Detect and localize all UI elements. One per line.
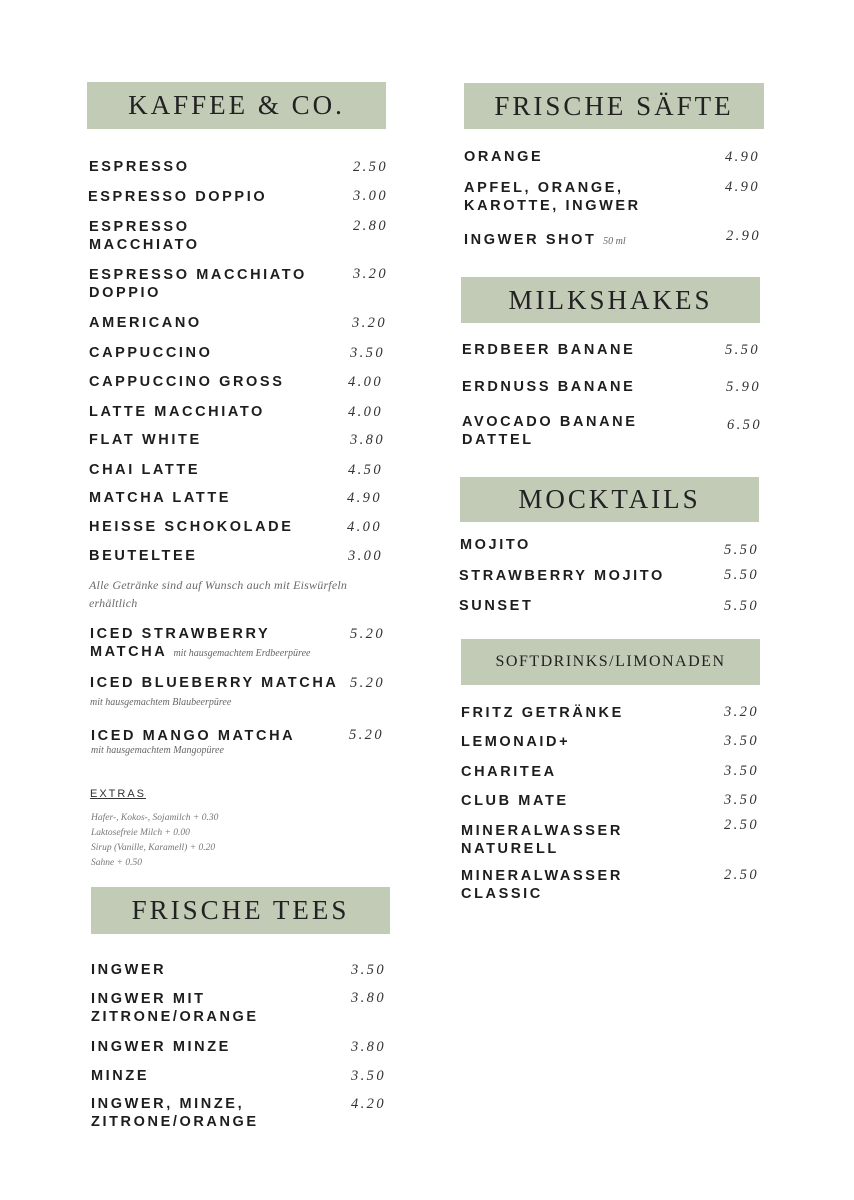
menu-item-price: 6.50: [727, 417, 762, 433]
menu-item-price: 2.50: [353, 159, 388, 175]
menu-item-name: INGWER MIT ZITRONE/ORANGE: [91, 991, 259, 1025]
menu-item-price: 4.90: [725, 149, 760, 165]
menu-item-name: CAPPUCCINO: [89, 345, 213, 361]
menu-item-price: 3.50: [724, 733, 759, 749]
menu-item-name: LEMONAID+: [461, 734, 571, 750]
extras-line: Hafer-, Kokos-, Sojamilch + 0.30: [91, 813, 219, 823]
menu-item-subtext: mit hausgemachtem Blaubeerpüree: [90, 697, 232, 708]
menu-item-price: 5.50: [724, 542, 759, 558]
menu-item-name: ESPRESSO MACCHIATO DOPPIO: [89, 267, 307, 301]
extras-title: EXTRAS: [90, 788, 147, 800]
menu-item-price: 2.50: [724, 867, 759, 883]
menu-item-name: APFEL, ORANGE, KAROTTE, INGWER: [464, 180, 641, 214]
menu-item-price: 3.20: [352, 315, 387, 331]
section-header-tees: FRISCHE TEES: [91, 887, 390, 934]
section-header-mocktails: MOCKTAILS: [460, 477, 759, 522]
menu-item-price: 5.90: [726, 379, 761, 395]
menu-item-price: 5.20: [349, 727, 384, 743]
menu-item-name: ESPRESSO MACCHIATO: [89, 219, 200, 253]
menu-item-price: 2.80: [353, 218, 388, 234]
menu-item-name: CLUB MATE: [461, 793, 569, 809]
menu-item-price: 4.90: [347, 490, 382, 506]
menu-item-name: INGWER MINZE: [91, 1039, 231, 1055]
menu-item-name: ERDNUSS BANANE: [462, 379, 636, 395]
menu-item-name: LATTE MACCHIATO: [89, 404, 265, 420]
menu-item-name: [91, 727, 351, 757]
menu-item-price: 4.00: [348, 374, 383, 390]
menu-item-name: MATCHA LATTE: [89, 490, 232, 506]
menu-item-price: 5.50: [724, 567, 759, 583]
menu-item-price: 3.00: [348, 548, 383, 564]
menu-item-name: SUNSET: [459, 598, 534, 614]
iced-item-name: ICED MANGO MATCHA: [91, 728, 296, 744]
menu-item-price: 3.00: [353, 188, 388, 204]
menu-item-price: 3.80: [351, 1039, 386, 1055]
menu-item-name: MINZE: [91, 1068, 150, 1084]
menu-item-name: [90, 625, 340, 663]
menu-item-name: CAPPUCCINO GROSS: [89, 374, 285, 390]
menu-item-name: FLAT WHITE: [89, 432, 202, 448]
menu-item-name: ERDBEER BANANE: [462, 342, 636, 358]
menu-item-price: 4.20: [351, 1096, 386, 1112]
menu-item-subtext: 50 ml: [603, 236, 626, 247]
menu-item-name: MINERALWASSER CLASSIC: [461, 868, 623, 902]
menu-item-name: ESPRESSO DOPPIO: [88, 189, 268, 205]
menu-item-name: HEISSE SCHOKOLADE: [89, 519, 294, 535]
section-header-milkshakes: MILKSHAKES: [461, 277, 760, 323]
menu-item-price: 5.20: [350, 626, 385, 642]
iced-item-name: ICED STRAWBERRY MATCHA: [90, 626, 270, 660]
menu-item-name: BEUTELTEE: [89, 548, 198, 564]
section-header-saefte: FRISCHE SÄFTE: [464, 83, 764, 129]
menu-item-price: 3.20: [353, 266, 388, 282]
menu-item-price: 5.50: [725, 342, 760, 358]
menu-item-name: CHARITEA: [461, 764, 557, 780]
extras-line: Sahne + 0.50: [91, 858, 143, 868]
menu-item-price: 4.90: [725, 179, 760, 195]
menu-item-price: 3.50: [724, 763, 759, 779]
menu-item-name: [464, 231, 704, 251]
menu-item-name: MINERALWASSER NATURELL: [461, 823, 623, 857]
menu-item-price: 4.00: [348, 404, 383, 420]
section-header-kaffee: KAFFEE & CO.: [87, 82, 386, 129]
menu-item-name: CHAI LATTE: [89, 462, 201, 478]
menu-item-price: 3.80: [350, 432, 385, 448]
menu-item-price: 5.20: [350, 675, 385, 691]
menu-item-name: ORANGE: [464, 149, 544, 165]
menu-item-name: INGWER, MINZE, ZITRONE/ORANGE: [91, 1096, 259, 1130]
menu-item-price: 3.50: [724, 792, 759, 808]
menu-item-price: 4.00: [347, 519, 382, 535]
ice-note: Alle Getränke sind auf Wunsch auch mit Eiswürfeln erhältlich: [89, 578, 348, 610]
iced-item-name: ICED BLUEBERRY MATCHA: [90, 675, 338, 691]
menu-item-name: FRITZ GETRÄNKE: [461, 705, 624, 721]
menu-item-price: 3.50: [351, 1068, 386, 1084]
menu-item-price: 5.50: [724, 598, 759, 614]
menu-item-name: MOJITO: [460, 537, 531, 553]
extras-line: Laktosefreie Milch + 0.00: [91, 828, 190, 838]
menu-item-price: 2.50: [724, 817, 759, 833]
menu-item-name: STRAWBERRY MOJITO: [459, 568, 665, 584]
menu-item-price: 2.90: [726, 228, 761, 244]
menu-item-subtext: mit hausgemachtem Mangopüree: [91, 745, 224, 756]
menu-item-name: [90, 674, 340, 712]
menu-item-price: 3.50: [351, 962, 386, 978]
menu-item-price: 3.20: [724, 704, 759, 720]
menu-item-price: 3.80: [351, 990, 386, 1006]
extras-line: Sirup (Vanille, Karamell) + 0.20: [91, 843, 216, 853]
menu-item-name: ESPRESSO: [89, 159, 190, 175]
juice-item-name: INGWER SHOT: [464, 232, 597, 248]
section-header-softdrinks: SOFTDRINKS/LIMONADEN: [461, 639, 760, 685]
menu-item-name: AVOCADO BANANE DATTEL: [462, 414, 638, 448]
menu-item-name: AMERICANO: [89, 315, 202, 331]
menu-item-price: 3.50: [350, 345, 385, 361]
menu-item-subtext: mit hausgemachtem Erdbeerpüree: [173, 648, 311, 659]
menu-item-name: INGWER: [91, 962, 167, 978]
menu-item-price: 4.50: [348, 462, 383, 478]
